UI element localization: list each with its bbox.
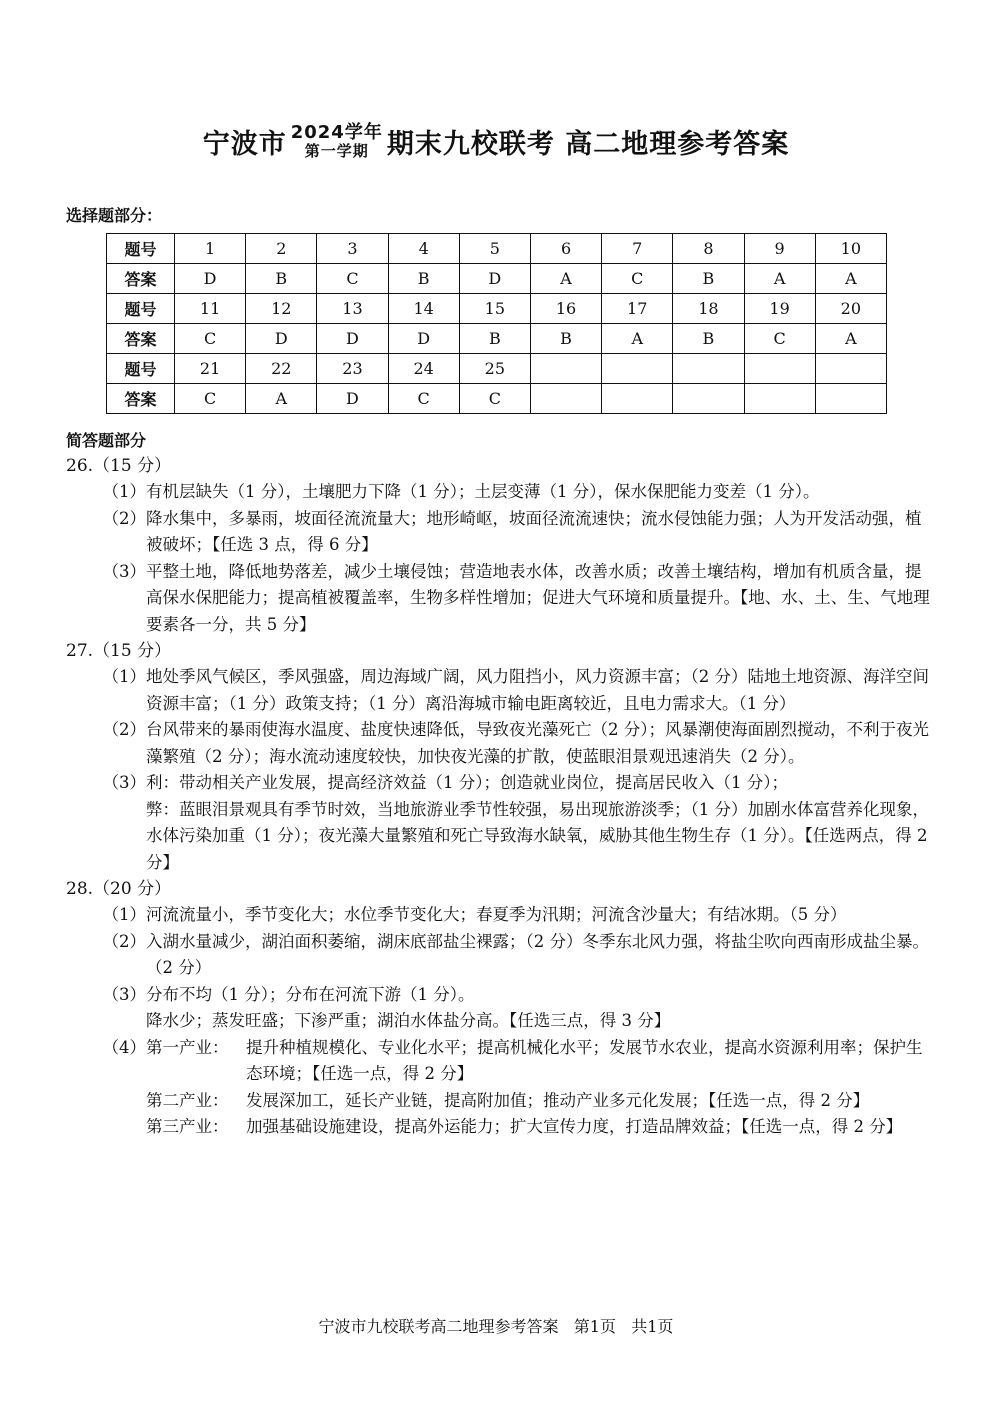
short-answer-section-label: 简答题部分	[66, 431, 147, 450]
q27-item-1: （1） 地处季风气候区，季风强盛，周边海域广阔，风力阻挡小，风力资源丰富；（2 分）陆地土地资源、海洋空间资源丰富；（1 分）政策支持；（1 分）离沿海城市输电距离较近，且电力需求大。（1 分）	[102, 667, 929, 713]
title-rest: 期末九校联考 高二地理参考答案	[386, 129, 790, 160]
answer-cell: D	[388, 324, 459, 354]
industry-secondary: 第二产业： 发展深加工，延长产业链，提高附加值；推动产业多元化发展；【任选一点，得 2 分】	[146, 1090, 870, 1110]
row-header-cell: 题号	[107, 234, 175, 264]
question-number-cell	[530, 354, 601, 384]
answer-cell: D	[246, 324, 317, 354]
short-answer-content	[66, 453, 936, 1141]
page-title	[0, 122, 992, 161]
q27-item-3: （3） 利：带动相关产业发展，提高经济效益（1 分）；创造就业岗位，提高居民收入（1 分）；	[102, 773, 788, 792]
answer-cell: B	[530, 324, 601, 354]
answer-cell	[815, 384, 886, 414]
answer-cell: D	[175, 264, 246, 294]
answer-cell: D	[317, 324, 388, 354]
q26-item-2: （2） 降水集中，多暴雨，坡面径流流量大；地形崎岖，坡面径流流速快；流水侵蚀能力强；人为开发活动强，植被破坏；【任选 3 点，得 6 分】	[102, 508, 922, 554]
q26-item-3: （3） 平整土地，降低地势落差，减少土壤侵蚀；营造地表水体，改善水质；改善土壤结构，增加有机质含量，提高保水保肥能力；提高植被覆盖率，生物多样性增加；促进大气环境和质量提升。【地、水、土、生、气地理要素各一分，共 5 分】	[102, 561, 930, 634]
answer-cell: A	[815, 264, 886, 294]
question-number-cell: 8	[673, 234, 744, 264]
q28-item-3: （3） 分布不均（1 分）；分布在河流下游（1 分）。	[102, 984, 475, 1004]
question-number-cell: 4	[388, 234, 459, 264]
question-number-cell: 7	[602, 234, 673, 264]
answer-cell: C	[744, 324, 815, 354]
row-header-cell: 答案	[107, 324, 175, 354]
question-number-cell: 1	[175, 234, 246, 264]
question-number-cell: 15	[459, 294, 530, 324]
question-number-cell	[744, 354, 815, 384]
answer-cell	[744, 384, 815, 414]
industry-primary: 第一产业： 提升种植规模化、专业化水平；提高机械化水平；发展节水农业，提高水资源利用率；保护生态环境；【任选一点，得 2 分】	[146, 1037, 923, 1083]
answer-cell: D	[317, 384, 388, 414]
answer-cell: B	[459, 324, 530, 354]
q26-item-1: （1） 有机层缺失（1 分），土壤肥力下降（1 分）；土层变薄（1 分），保水保肥能力变差（1 分）。	[102, 482, 820, 501]
question-number-cell: 9	[744, 234, 815, 264]
question-number-cell: 6	[530, 234, 601, 264]
page-footer: 宁波市九校联考高二地理参考答案 第1页 共1页	[318, 1317, 674, 1336]
industry-tertiary: 第三产业： 加强基础设施建设，提高外运能力；扩大宣传力度，打造品牌效益；【任选一点，得 2 分】	[146, 1117, 903, 1136]
choice-section-label: 选择题部分：	[66, 206, 163, 225]
question-number-cell: 5	[459, 234, 530, 264]
question-number-cell: 14	[388, 294, 459, 324]
question-number-cell: 3	[317, 234, 388, 264]
question-number-row	[107, 354, 887, 384]
question-number-row	[107, 294, 887, 324]
question-number-cell: 10	[815, 234, 886, 264]
question-number-cell: 11	[175, 294, 246, 324]
question-number-cell: 24	[388, 354, 459, 384]
answer-cell	[602, 384, 673, 414]
answer-cell: C	[602, 264, 673, 294]
q27-item-3-drawbacks: 弊：蓝眼泪景观具有季节时效，当地旅游业季节性较强，易出现旅游淡季；（1 分）加剧水体富营养化现象，水体污染加重（1 分）；夜光藻大量繁殖和死亡导致海水缺氧，威胁其他生物生存（1 分）。【任选两点，得 2 分】	[146, 799, 929, 872]
answer-cell: B	[673, 324, 744, 354]
question-number-cell: 12	[246, 294, 317, 324]
answer-cell: C	[459, 384, 530, 414]
answer-cell: C	[388, 384, 459, 414]
question-number-row	[107, 234, 887, 264]
answer-row	[107, 264, 887, 294]
question-number-cell	[673, 354, 744, 384]
question-number-cell: 2	[246, 234, 317, 264]
question-number-cell: 13	[317, 294, 388, 324]
question-number-cell	[602, 354, 673, 384]
row-header-cell: 题号	[107, 294, 175, 324]
question-28-head: 28.（20 分）	[66, 879, 172, 899]
answer-row	[107, 384, 887, 414]
title-year: 2024学年	[290, 121, 383, 143]
answer-cell: A	[602, 324, 673, 354]
q28-item-2: （2） 入湖水量减少，湖泊面积萎缩，湖床底部盐尘裸露；（2 分）冬季东北风力强，将盐尘吹向西南形成盐尘暴。（2 分）	[102, 931, 929, 977]
q28-item-4: （4） 第一产业： 提升种植规模化、专业化水平；提高机械化水平；发展节水农业，提高水资源利用率；保护生态环境；【任选一点，得 2 分】	[66, 1035, 936, 1088]
question-number-cell: 18	[673, 294, 744, 324]
answer-cell: C	[175, 324, 246, 354]
row-header-cell: 答案	[107, 384, 175, 414]
answer-cell: C	[175, 384, 246, 414]
answer-cell: B	[246, 264, 317, 294]
question-26-head: 26.（15 分）	[66, 456, 172, 476]
answer-table	[106, 233, 887, 414]
title-city: 宁波市	[202, 129, 287, 160]
question-27-head: 27.（15 分）	[66, 641, 172, 661]
question-number-cell: 16	[530, 294, 601, 324]
answer-cell: A	[815, 324, 886, 354]
answer-cell: A	[246, 384, 317, 414]
question-number-cell	[815, 354, 886, 384]
question-number-cell: 22	[246, 354, 317, 384]
question-number-cell: 20	[815, 294, 886, 324]
answer-cell	[673, 384, 744, 414]
answer-cell: D	[459, 264, 530, 294]
answer-cell: C	[317, 264, 388, 294]
question-number-cell: 25	[459, 354, 530, 384]
answer-cell: B	[673, 264, 744, 294]
row-header-cell: 题号	[107, 354, 175, 384]
answer-cell: A	[530, 264, 601, 294]
question-number-cell: 17	[602, 294, 673, 324]
answer-cell	[530, 384, 601, 414]
answer-row	[107, 324, 887, 354]
question-number-cell: 19	[744, 294, 815, 324]
title-semester: 第一学期	[304, 142, 369, 161]
answer-cell: A	[744, 264, 815, 294]
q28-item-3-reasons: 降水少；蒸发旺盛；下渗严重；湖泊水体盐分高。【任选三点，得 3 分】	[146, 1011, 671, 1030]
q27-item-2: （2） 台风带来的暴雨使海水温度、盐度快速降低，导致夜光藻死亡（2 分）；风暴潮使海面剧烈搅动，不利于夜光藻繁殖（2 分）；海水流动速度较快，加快夜光藻的扩散，使蓝眼泪景观迅速消失（2 分）。	[102, 720, 929, 766]
answer-cell: B	[388, 264, 459, 294]
question-number-cell: 21	[175, 354, 246, 384]
row-header-cell: 答案	[107, 264, 175, 294]
title-year-stack	[291, 123, 383, 161]
q28-item-1: （1） 河流流量小，季节变化大；水位季节变化大；春夏季为汛期；河流含沙量大；有结冰期。（5 分）	[102, 905, 847, 924]
question-number-cell: 23	[317, 354, 388, 384]
